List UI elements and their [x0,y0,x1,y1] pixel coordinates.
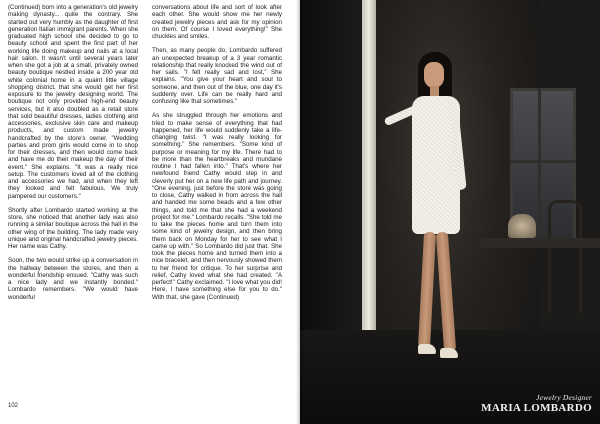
portrait-photo [300,0,600,424]
article-paragraph: (Continued) born into a generation's old jewelry making dynasty... quite the contrary. She started out very humbly as the daughter of first generation Italian immigrant parents. When she graduated high school she decided to go to beauty school and spent the first part of her working life doing makeup and nails at a local hair salon. It wasn't until several years later when she got a job at a small, privately owned beauty boutique nestled inside a 200 year old white colonial home in a quaint little village shopping district, that she would get her first exposure to the jewelry designing world. The boutique not only provided high-end beauty services, but it also doubled as a retail store that sold beautiful dresses, ladies clothing and accessories, exclusive skin care and makeup products, and custom made jewelry handcrafted by the store's owner. "Wedding parties and prom girls would come in to shop for their dresses, and then would come back and have me do their makeup the day of their event." She explains. "It was a really nice setup. The customers loved all of the clothing and accessories we had, and when they left they looked and felt fabulous. We truly pampered our customers." [8,4,139,200]
window-mullion [538,88,541,244]
article-paragraph: Shortly after Lombardo started working at the store, she noticed that another lady was also running a similar boutique across the hall in the other wing of the building. The lady made very unique and original handcrafted jewelry pieces. Her name was Cathy. [8,206,138,250]
figure-face [424,62,444,88]
article-paragraph: Soon, the two would strike up a conversation in the hallway between the stores, and then a wonderful friendship ensued. "Cathy was such a nice lady and we instantly bonded." Lombardo remembers. "We would have wonderful [8,257,138,301]
table-lamp [508,214,536,238]
photo-caption [481,393,592,414]
figure-shoe-left [418,344,436,354]
article-paragraph: As she struggled through her emotions and tried to make sense of everything that had happened, her life would suddenly take a life-changing twist. "I was really looking for something." She remembers. "Some kind of purpose or meaning for my life. There had to be more than the heartbreaks and mundane routine I had fallen into." That's where her newfound friend Cathy would step in and cleverly put her on a new life path and journey. "One evening, just before the store was going to close, Cathy walked in from across the hall and handed me some beads and a few other things, and told me that she had a weekend project for me." Lombardo recalls. "She told me to take the pieces home and turn them into some kind of jewelry design, and then bring them back on Monday for her to see what I came up with." So Lombardo did just that. She took the pieces home and turned them into a nice bracelet, and then nervously showed them to her friend for critique. To her surprise and relief, Cathy loved what she had created. "A perfect!" Cathy exclaimed. "I love what you did! Here, I have something else for you to do." With that, she gave (Continued) [152,112,282,301]
article-paragraph: conversations about life and sort of look after each other. She would show me her newly created jewelry pieces and ask for my opinion on them. Of course I loved everything!" She chuckles and smiles. [152,4,282,40]
article-column-2 [152,4,282,308]
article-column-1 [8,4,138,308]
caption-name: MARIA LOMBARDO [481,402,592,414]
figure-shoe-right [440,348,458,358]
window-mullion [510,160,576,163]
article-paragraph: Then, as many people do, Lombardo suffered an unexpected breakup of a 3 year romantic relationship that really knocked the wind out of her sails. "I felt really sad and lost," She explains. "You give your heart and soul to someone, and then out of the blue, one day it's suddenly over. Life can be really hard and confusing like that sometimes." [152,47,282,105]
background-table [480,238,600,248]
background-chair [548,200,582,313]
caption-role: Jewelry Designer [536,393,592,402]
right-page-photo [300,0,600,424]
page-number: 102 [8,403,19,409]
